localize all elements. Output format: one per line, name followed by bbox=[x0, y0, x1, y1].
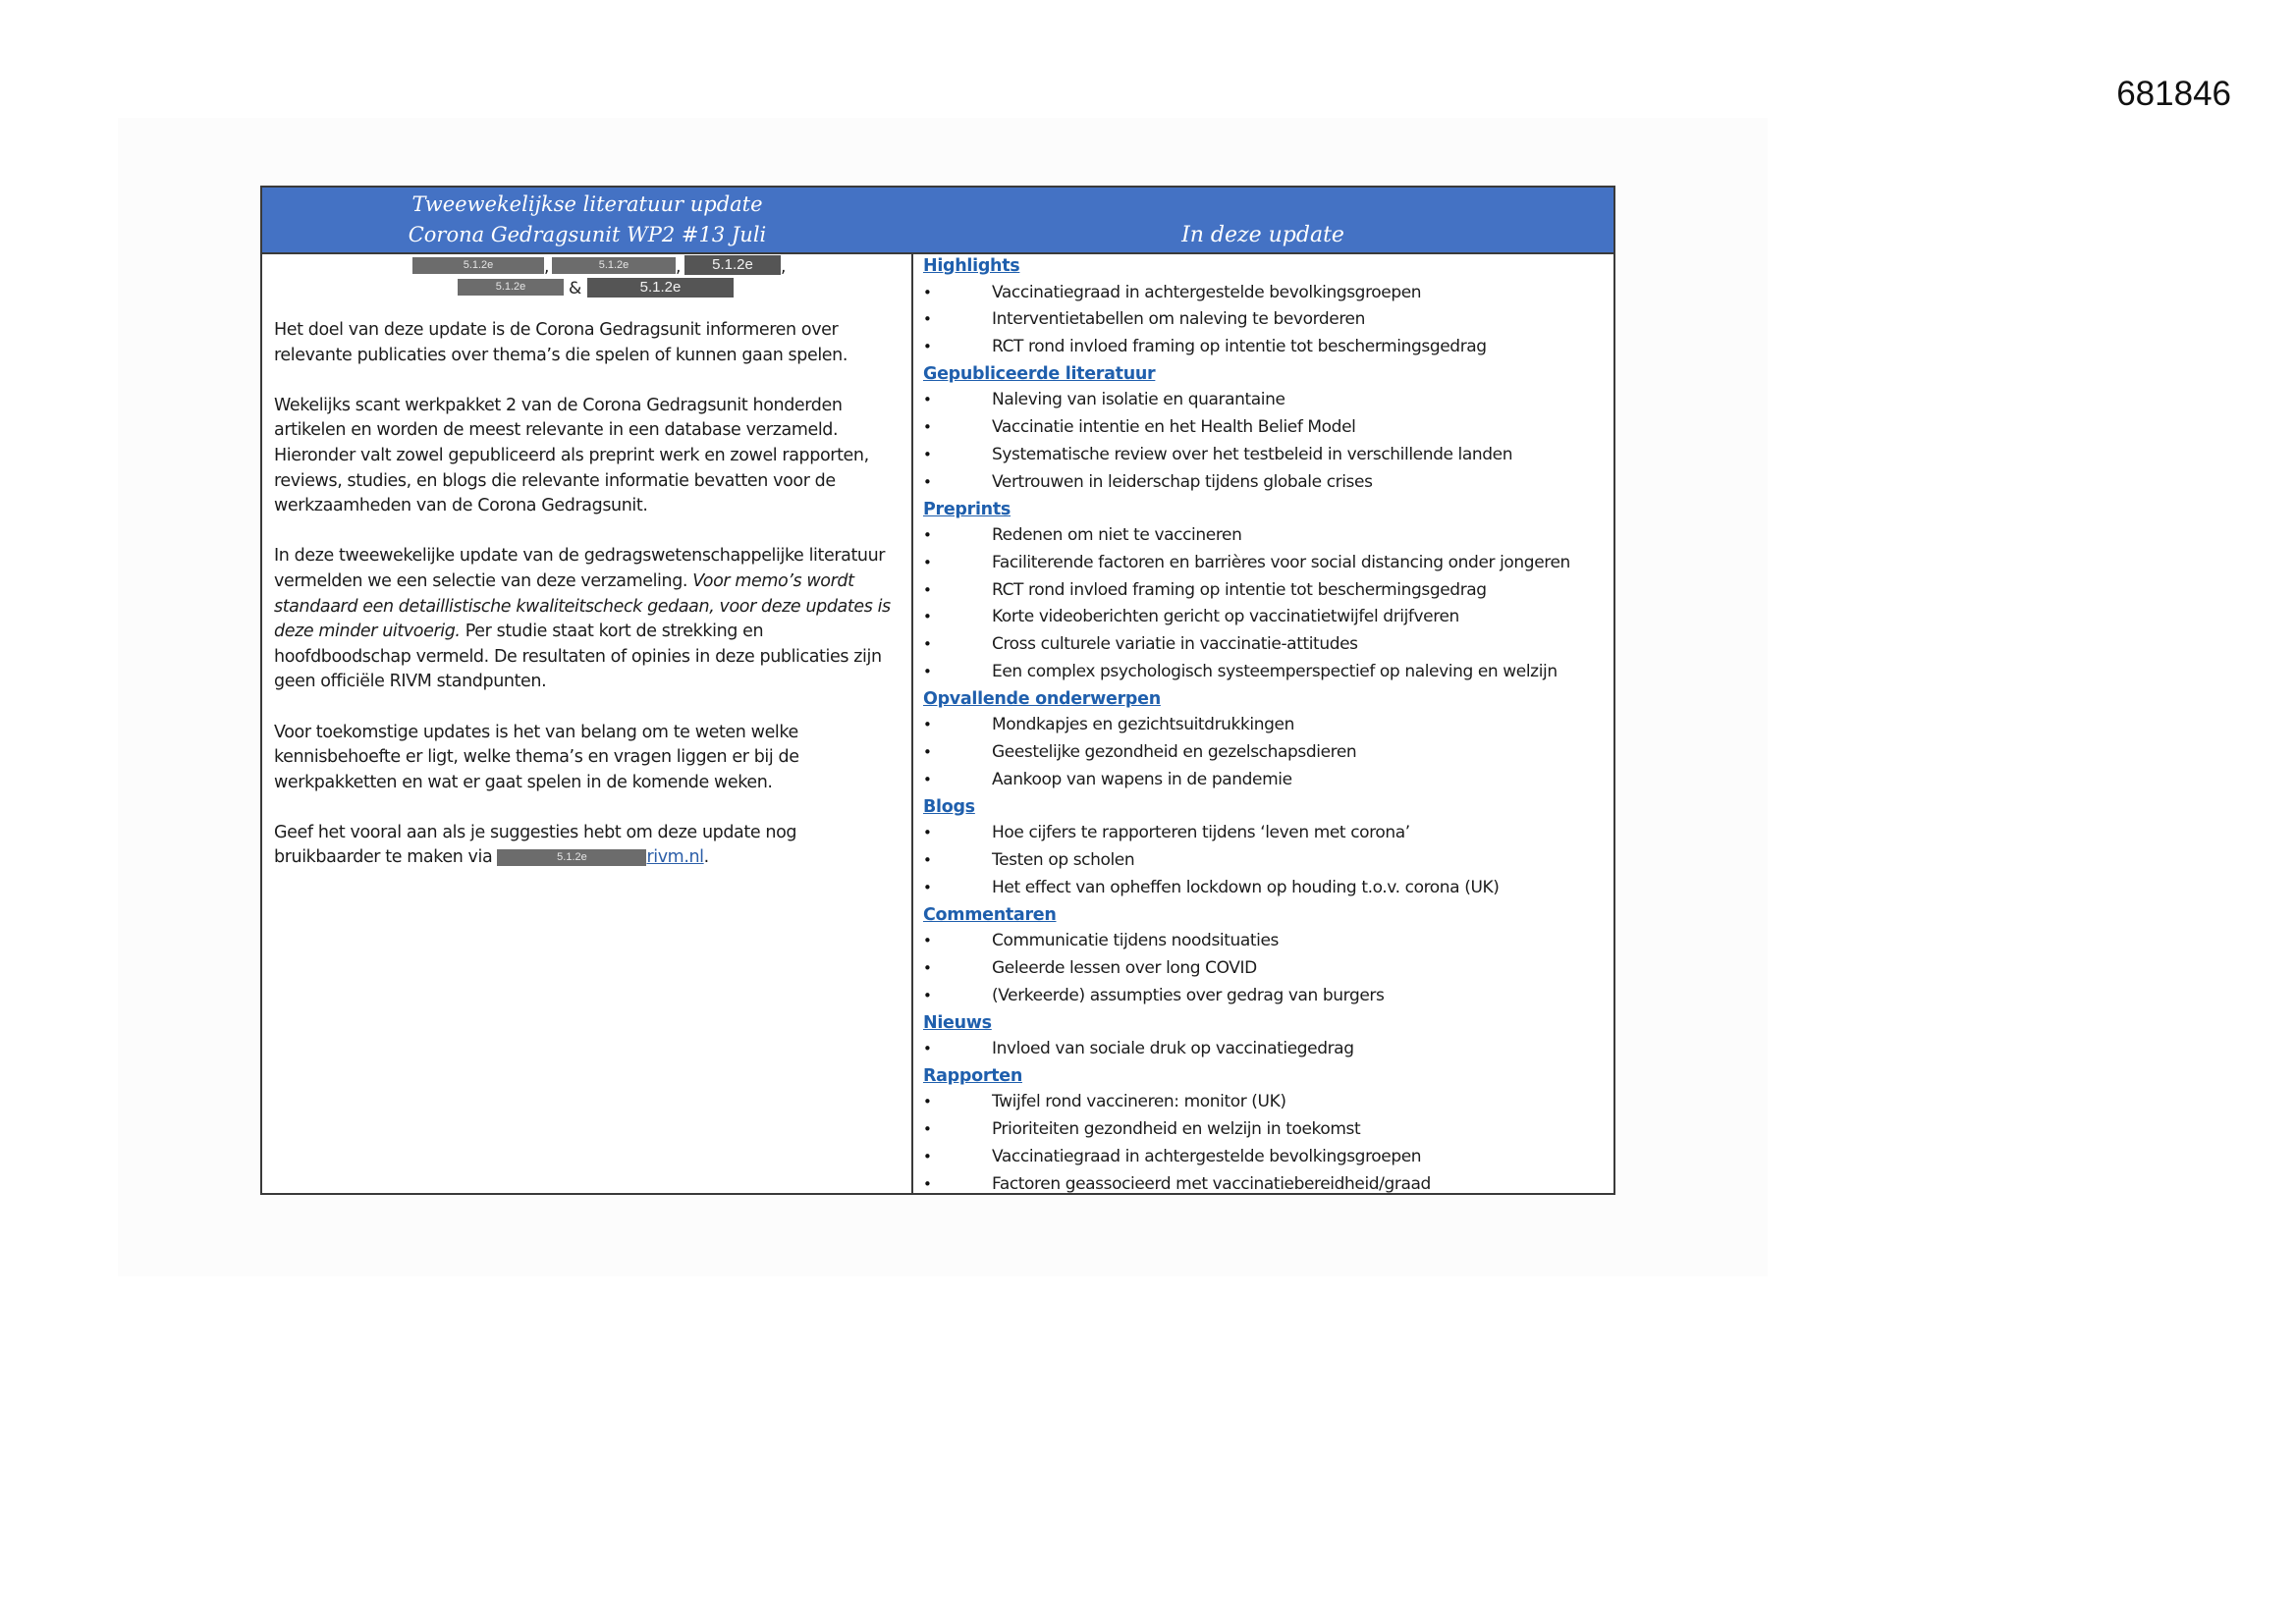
bullet-icon: • bbox=[923, 526, 932, 545]
list-item bbox=[923, 955, 1611, 983]
section-title-commentaren[interactable]: Commentaren bbox=[923, 904, 1057, 925]
contact-text: Geef het vooral aan als je suggesties hebt om deze update nog bruikbaarder te maken via bbox=[274, 822, 797, 868]
bullet-icon: • bbox=[923, 391, 932, 409]
contents-column bbox=[923, 253, 1611, 1199]
contact-email-link[interactable]: rivm.nl bbox=[646, 847, 704, 868]
redaction-block: 5.1.2e bbox=[552, 257, 676, 274]
bullet-icon: • bbox=[923, 608, 932, 626]
list-item-text: Aankoop van wapens in de pandemie bbox=[992, 769, 1292, 789]
list-item bbox=[923, 1144, 1611, 1171]
list-item-text: Redenen om niet te vaccineren bbox=[992, 525, 1242, 546]
list-item-text: Twijfel rond vaccineren: monitor (UK) bbox=[992, 1092, 1286, 1112]
list-item bbox=[923, 469, 1611, 497]
section-title-gepubliceerde-literatuur[interactable]: Gepubliceerde literatuur bbox=[923, 363, 1156, 384]
list-item-text: Korte videoberichten gericht op vaccinatietwijfel drijfveren bbox=[992, 607, 1459, 627]
intro-paragraph-contact bbox=[274, 821, 902, 871]
list-item bbox=[923, 334, 1611, 361]
section-title-highlights[interactable]: Highlights bbox=[923, 256, 1020, 276]
header-title-left bbox=[262, 189, 912, 250]
list-item bbox=[923, 280, 1611, 307]
contact-text-end: . bbox=[703, 847, 709, 868]
list-item bbox=[923, 820, 1611, 847]
bullet-icon: • bbox=[923, 932, 932, 950]
list-item bbox=[923, 739, 1611, 767]
separator-comma: , bbox=[781, 257, 787, 277]
list-item-text: Geleerde lessen over long COVID bbox=[992, 957, 1257, 978]
list-item bbox=[923, 767, 1611, 794]
list-item bbox=[923, 577, 1611, 605]
bullet-icon: • bbox=[923, 418, 932, 437]
bullet-icon: • bbox=[923, 580, 932, 599]
list-item bbox=[923, 1089, 1611, 1116]
section-title-rapporten[interactable]: Rapporten bbox=[923, 1065, 1022, 1086]
bullet-icon: • bbox=[923, 770, 932, 788]
bullet-icon: • bbox=[923, 283, 932, 301]
update-table bbox=[260, 186, 1615, 1195]
bullet-icon: • bbox=[923, 878, 932, 896]
selection-text-b: Per studie staat kort de strekking en hoofdboodschap vermeld. De resultaten of opinies in deze publicaties zijn geen officiële RIVM standpunten. bbox=[274, 622, 882, 692]
intro-paragraph-purpose: Het doel van deze update is de Corona Gedragsunit informeren over relevante publicaties over thema’s die spelen of kunnen gaan spelen. bbox=[274, 320, 848, 365]
intro-paragraph-future: Voor toekomstige updates is het van belang om te weten welke kennisbehoefte er ligt, welke thema’s en vragen liggen er bij de werkpakketten en wat er gaat spelen in de komende weken. bbox=[274, 722, 799, 792]
header-title-line2: Corona Gedragsunit WP2 #13 Juli bbox=[408, 223, 767, 246]
list-item bbox=[923, 983, 1611, 1010]
list-item-text: (Verkeerde) assumpties over gedrag van burgers bbox=[992, 985, 1385, 1005]
bullet-icon: • bbox=[923, 338, 932, 356]
list-item-text: Vaccinatiegraad in achtergestelde bevolkingsgroepen bbox=[992, 282, 1422, 302]
redaction-block: 5.1.2e bbox=[587, 278, 734, 298]
list-item-text: Communicatie tijdens noodsituaties bbox=[992, 931, 1279, 951]
bullet-icon: • bbox=[923, 663, 932, 681]
separator-comma: , bbox=[676, 257, 682, 277]
list-item-text: RCT rond invloed framing op intentie tot beschermingsgedrag bbox=[992, 337, 1487, 357]
bullet-icon: • bbox=[923, 716, 932, 734]
bullet-icon: • bbox=[923, 1120, 932, 1139]
separator-ampersand: & bbox=[569, 279, 581, 298]
list-item bbox=[923, 1116, 1611, 1144]
redaction-block: 5.1.2e bbox=[458, 279, 564, 296]
list-item bbox=[923, 875, 1611, 902]
list-item bbox=[923, 847, 1611, 875]
list-item bbox=[923, 442, 1611, 469]
list-item-text: Prioriteiten gezondheid en welzijn in toekomst bbox=[992, 1119, 1361, 1140]
bullet-icon: • bbox=[923, 958, 932, 977]
list-item bbox=[923, 414, 1611, 442]
table-header bbox=[262, 188, 1613, 253]
list-item bbox=[923, 1171, 1611, 1199]
section-title-opvallende-onderwerpen[interactable]: Opvallende onderwerpen bbox=[923, 688, 1161, 709]
list-item bbox=[923, 522, 1611, 550]
list-item-text: Naleving van isolatie en quarantaine bbox=[992, 390, 1285, 410]
list-item bbox=[923, 306, 1611, 334]
list-item-text: Mondkapjes en gezichtsuitdrukkingen bbox=[992, 715, 1294, 735]
bullet-icon: • bbox=[923, 851, 932, 870]
intro-column bbox=[274, 253, 902, 871]
list-item bbox=[923, 387, 1611, 414]
bullet-icon: • bbox=[923, 472, 932, 491]
list-item-text: RCT rond invloed framing op intentie tot beschermingsgedrag bbox=[992, 579, 1487, 600]
authors-row-2 bbox=[274, 277, 902, 300]
bullet-icon: • bbox=[923, 1093, 932, 1111]
list-item-text: Factoren geassocieerd met vaccinatiebereidheid/graad bbox=[992, 1173, 1431, 1194]
list-item bbox=[923, 659, 1611, 686]
intro-paragraph-method: Wekelijks scant werkpakket 2 van de Corona Gedragsunit honderden artikelen en worden de meest relevante in een database verzameld. Hieronder valt zowel gepubliceerd als preprint werk en zowel rapporten, reviews, studies, en blogs die relevante informatie bevatten voor de werkzaamheden van de Corona Gedragsunit. bbox=[274, 395, 869, 516]
authors-row-1 bbox=[274, 253, 902, 277]
column-divider bbox=[911, 253, 913, 1193]
document-number: 681846 bbox=[2116, 75, 2231, 113]
list-item bbox=[923, 550, 1611, 577]
bullet-icon: • bbox=[923, 986, 932, 1004]
list-item-text: Systematische review over het testbeleid in verschillende landen bbox=[992, 444, 1513, 464]
list-item-text: Een complex psychologisch systeemperspectief op naleving en welzijn bbox=[992, 662, 1558, 682]
list-item-text: Invloed van sociale druk op vaccinatiegedrag bbox=[992, 1039, 1354, 1059]
redaction-block: 5.1.2e bbox=[412, 257, 544, 274]
bullet-icon: • bbox=[923, 824, 932, 842]
header-title-line1: Tweewekelijkse literatuur update bbox=[411, 192, 763, 216]
list-item-text: Cross culturele variatie in vaccinatie-attitudes bbox=[992, 634, 1358, 655]
section-title-preprints[interactable]: Preprints bbox=[923, 499, 1011, 519]
bullet-icon: • bbox=[923, 743, 932, 762]
list-item-text: Geestelijke gezondheid en gezelschapsdieren bbox=[992, 742, 1357, 763]
list-item-text: Vertrouwen in leiderschap tijdens globale crises bbox=[992, 471, 1373, 492]
separator-comma: , bbox=[544, 257, 550, 277]
bullet-icon: • bbox=[923, 310, 932, 329]
intro-paragraph-selection bbox=[274, 544, 902, 695]
bullet-icon: • bbox=[923, 1040, 932, 1058]
list-item-text: Vaccinatie intentie en het Health Belief Model bbox=[992, 417, 1356, 438]
list-item-text: Hoe cijfers te rapporteren tijdens ‘leven met corona’ bbox=[992, 823, 1410, 843]
list-item-text: Interventietabellen om naleving te bevorderen bbox=[992, 309, 1365, 330]
list-item bbox=[923, 631, 1611, 659]
list-item bbox=[923, 604, 1611, 631]
selection-text-a: In deze tweewekelijke update van de gedragswetenschappelijke literatuur vermelden we een selectie van deze verzameling. bbox=[274, 546, 886, 591]
bullet-icon: • bbox=[923, 445, 932, 463]
list-item-text: Vaccinatiegraad in achtergestelde bevolkingsgroepen bbox=[992, 1146, 1422, 1166]
section-title-nieuws[interactable]: Nieuws bbox=[923, 1012, 992, 1033]
list-item-text: Het effect van opheffen lockdown op houding t.o.v. corona (UK) bbox=[992, 877, 1500, 897]
list-item-text: Faciliterende factoren en barrières voor social distancing onder jongeren bbox=[992, 552, 1570, 572]
bullet-icon: • bbox=[923, 1174, 932, 1193]
redaction-block: 5.1.2e bbox=[684, 255, 781, 275]
section-title-blogs[interactable]: Blogs bbox=[923, 796, 975, 817]
list-item bbox=[923, 712, 1611, 739]
list-item bbox=[923, 928, 1611, 955]
bullet-icon: • bbox=[923, 635, 932, 654]
redaction-block: 5.1.2e bbox=[497, 849, 646, 866]
bullet-icon: • bbox=[923, 553, 932, 571]
list-item-text: Testen op scholen bbox=[992, 850, 1135, 871]
list-item bbox=[923, 1036, 1611, 1063]
header-title-right: In deze update bbox=[1181, 223, 1344, 247]
bullet-icon: • bbox=[923, 1147, 932, 1165]
selection-text-italic: Voor memo’s wordt standaard een detaillistische kwaliteitscheck gedaan, voor deze updates is deze minder uitvoerig. bbox=[274, 570, 891, 642]
